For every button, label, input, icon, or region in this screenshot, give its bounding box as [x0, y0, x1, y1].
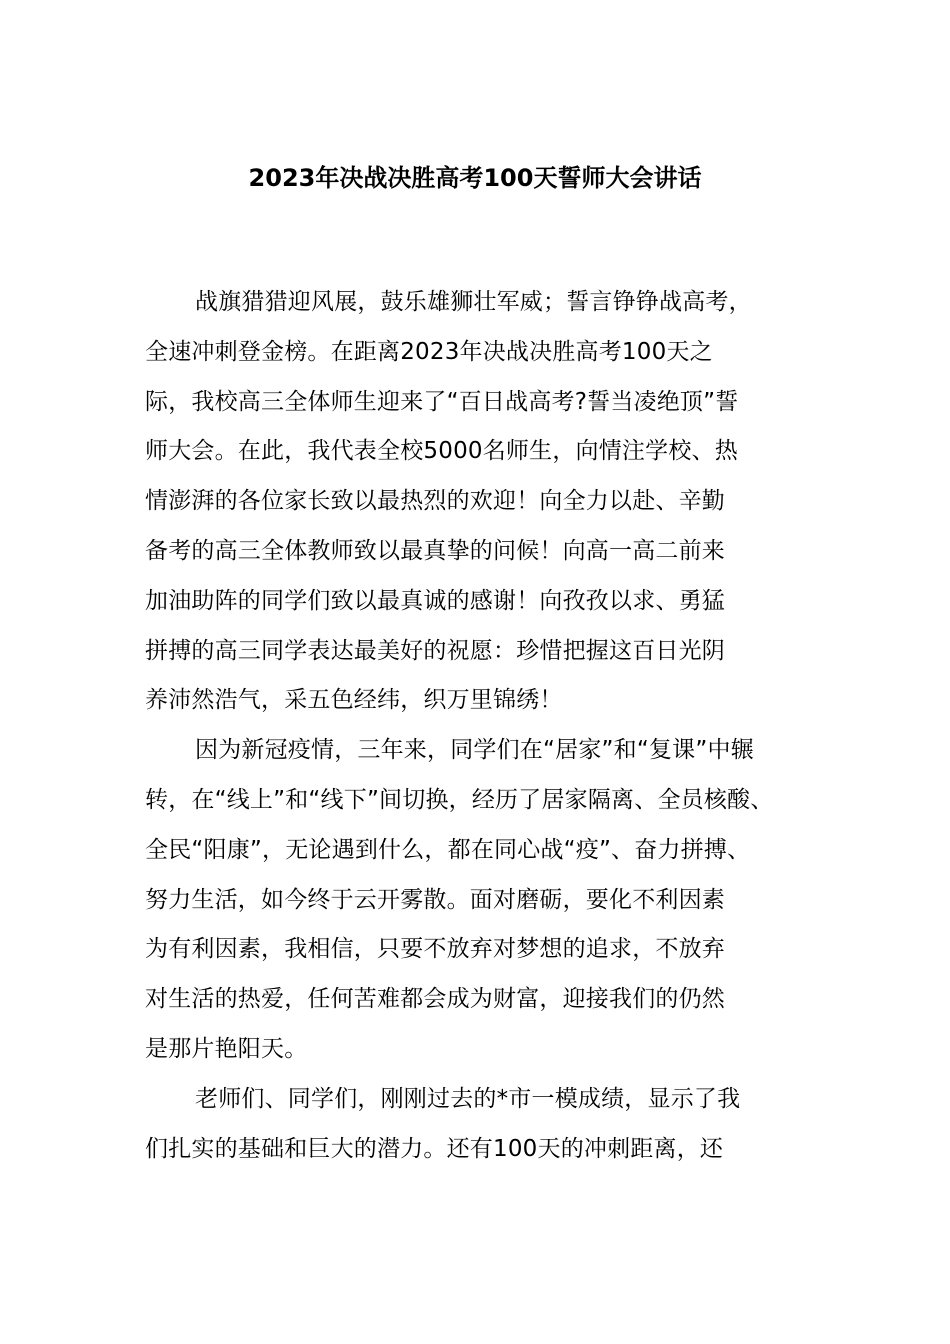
text-line: 战旗猎猎迎风展，鼓乐雄狮壮军威；誓言铮铮战高考，: [195, 289, 752, 315]
paragraph-2: [145, 726, 835, 1075]
text-line: 全速冲刺登金榜。在距离2023年决战决胜高考100天之: [145, 338, 713, 365]
document-body: [145, 278, 835, 1174]
text-line: 加油助阵的同学们致以最真诚的感谢！向孜孜以求、勇猛: [145, 587, 725, 614]
paragraph-1: [145, 278, 835, 726]
text-line: 情澎湃的各位家长致以最热烈的欢迎！向全力以赴、辛勤: [145, 488, 725, 515]
text-line: 师大会。在此，我代表全校5000名师生，向情注学校、热: [145, 438, 738, 465]
text-line: 努力生活，如今终于云开雾散。面对磨砺，要化不利因素: [145, 886, 725, 913]
text-line: 对生活的热爱，任何苦难都会成为财富，迎接我们的仍然: [145, 986, 725, 1013]
text-line: 因为新冠疫情，三年来，同学们在“居家”和“复课”中辗: [195, 737, 754, 764]
document-title: 2023年决战决胜高考100天誓师大会讲话: [248, 164, 702, 192]
text-line: 全民“阳康”，无论遇到什么，都在同心战“疫”、奋力拼搏、: [145, 836, 751, 863]
text-line: 拼搏的高三同学表达最美好的祝愿：珍惜把握这百日光阴: [145, 637, 725, 664]
text-line: 们扎实的基础和巨大的潜力。还有100天的冲刺距离，还: [145, 1135, 724, 1162]
text-line: 是那片艳阳天。: [145, 1035, 308, 1062]
text-line: 为有利因素，我相信，只要不放弃对梦想的追求，不放弃: [145, 936, 725, 963]
text-line: 转，在“线上”和“线下”间切换，经历了居家隔离、全员核酸、: [145, 786, 774, 813]
text-line: 养沛然浩气，采五色经纬，织万里锦绣！: [145, 687, 563, 714]
paragraph-3: [145, 1075, 835, 1175]
text-line: 际，我校高三全体师生迎来了“百日战高考?誓当凌绝顶”誓: [145, 388, 739, 415]
text-line: 备考的高三全体教师致以最真挚的问候！向高一高二前来: [145, 537, 725, 564]
text-line: 老师们、同学们，刚刚过去的*市一模成绩，显示了我: [195, 1085, 741, 1112]
